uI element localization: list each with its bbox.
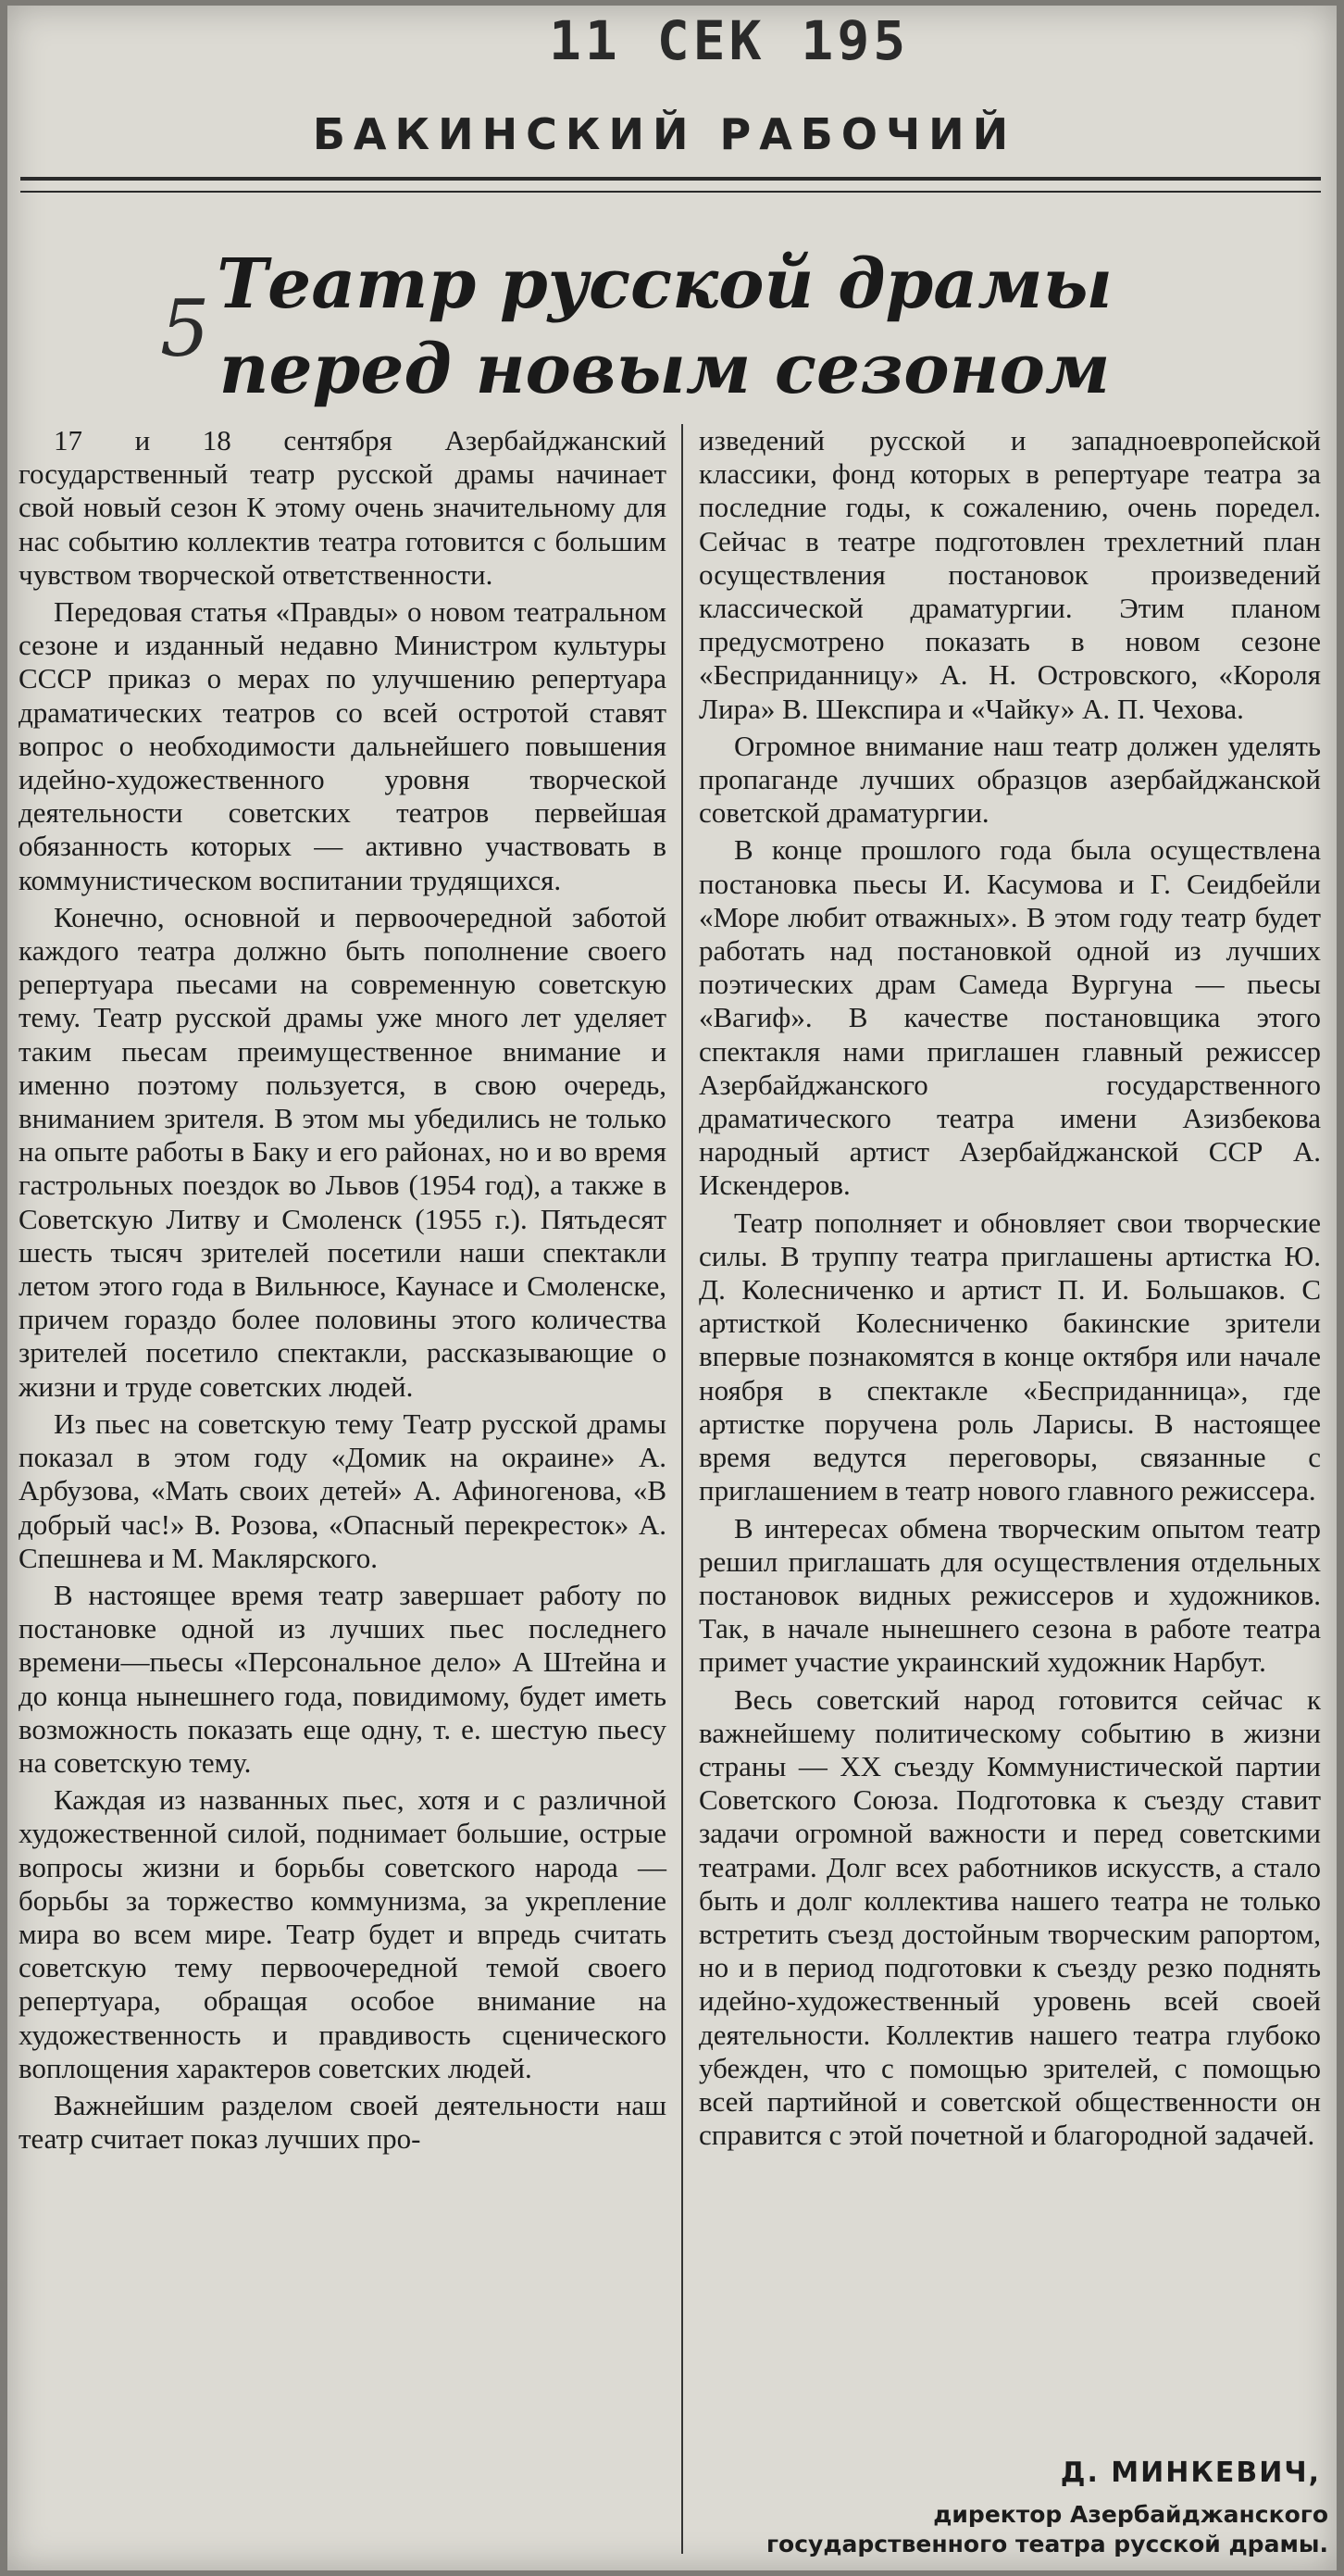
column-divider: [681, 424, 683, 2554]
article-left-column: [19, 424, 666, 2159]
paragraph: Огромное внимание наш театр должен уделять пропаганде лучших образцов азербайджанской советской драматургии.: [699, 729, 1321, 830]
article-title-line-2: перед новым сезоном: [218, 330, 1111, 409]
newspaper-masthead: БАКИНСКИЙ РАБОЧИЙ: [312, 109, 1017, 159]
article-right-column: [699, 424, 1321, 2156]
masthead-rule-thin: [20, 191, 1321, 193]
author-title-line-1: директор Азербайджанского: [933, 2501, 1328, 2528]
paragraph: 17 и 18 сентября Азербайджанский государственный театр русской драмы начинает свой новый сезон К этому очень значительному для нас событию коллектив театра готовится с большим чувством творческой ответственности.: [19, 424, 666, 591]
paragraph: Из пьес на советскую тему Театр русской драмы показал в этом году «Домик на окраине» А. Арбузова, «Мать своих детей» А. Афиногенова, «В добрый час!» В. Розова, «Опасный перекресток» А. Спешнева и М. Маклярского.: [19, 1407, 666, 1574]
paragraph: Весь советский народ готовится сейчас к важнейшему политическому событию в жизни страны — XX съезду Коммунистической партии Советского Союза. Подготовка к съезду ставит задачи огромной важности и перед советскими театрами. Долг всех работников искусств, а стало быть и долг коллектива нашего театра не только встретить съезд достойным творческим рапортом, но и в период подготовки к съезду резко поднять идейно-художественный уровень всей своей деятельности. Коллектив нашего театра глубоко убежден, что с помощью зрителей, с помощью всей партийной и советской общественности он справится с этой почетной и благородной задачей.: [699, 1682, 1321, 2152]
paragraph: Передовая статья «Правды» о новом театральном сезоне и изданный недавно Министром культуры СССР приказ о мерах по улучшению репертуара драматических театров со всей остротой ставят вопрос о необходимости дальнейшего повышения идейно-художественного уровня творческой деятельности советских театров первейшая обязанность которых — активно участвовать в коммунистическом воспитании трудящихся.: [19, 595, 666, 896]
paragraph: изведений русской и западноевропейской классики, фонд которых в репертуаре театра за последние годы, к сожалению, очень поредел. Сейчас в театре подготовлен трехлетний план осуществления постановок произведений классической драматургии. Этим планом предусмотрено показать в новом сезоне «Бесприданницу» А. Н. Островского, «Короля Лира» В. Шекспира и «Чайку» А. П. Чехова.: [699, 424, 1321, 725]
paragraph: Важнейшим разделом своей деятельности наш театр считает показ лучших про-: [19, 2088, 666, 2156]
paragraph: В конце прошлого года была осуществлена постановка пьесы И. Касумова и Г. Сеидбейли «Море любит отважных». В этом году театр будет работать над постановкой одной из лучших поэтических драм Самеда Вургуна — пьесы «Вагиф». В качестве постановщика этого спектакля нами приглашен главный режиссер Азербайджанского государственного драматического театра имени Азизбекова народный артист Азербайджанской ССР А. Искендеров.: [699, 833, 1321, 1202]
paragraph: В интересах обмена творческим опытом театр решил приглашать для осуществления отдельных постановок видных режиссеров и художников. Так, в начале нынешнего сезона в работе театра примет участие украинский художник Нарбут.: [699, 1511, 1321, 1679]
paragraph: В настоящее время театр завершает работу по постановке одной из лучших пьес последнего времени—пьесы «Персональное дело» А Штейна и до конца нынешнего года, повидимому, будет иметь возможность показать еще одну, т. е. шестую пьесу на советскую тему.: [19, 1578, 666, 1779]
article-title: [146, 242, 1183, 412]
author-signature: [699, 2457, 1321, 2489]
article-title-line-1: Театр русской драмы: [217, 244, 1113, 324]
paragraph: Каждая из названных пьес, хотя и с различной художественной силой, поднимает большие, острые вопросы жизни и борьбы советского народа — борьбы за торжество коммунизма, за укрепление мира во всем мире. Театр будет и впредь считать советскую тему первоочередной темой своего репертуара, обращая особое внимание на художественность и правдивость сценического воплощения характеров советских людей.: [19, 1783, 666, 2084]
handwritten-page-mark: 5: [160, 283, 210, 374]
date-stamp: 11 СЕК 195: [549, 9, 910, 72]
paragraph: Конечно, основной и первоочередной заботой каждого театра должно быть пополнение своего репертуара пьесами на современную советскую тему. Театр русской драмы уже много лет уделяет таким пьесам преимущественное внимание и именно поэтому пользуется, в свою очередь, вниманием зрителя. В этом мы убедились не только на опыте работы в Баку и его районах, но и во время гастрольных поездок во Львов (1954 год), а также в Советскую Литву и Смоленск (1955 г.). Пятьдесят шесть тысяч зрителей посетили наши спектакли летом этого года в Вильнюсе, Каунасе и Смоленске, причем гораздо более половины этого количества зрителей посетило спектакли, рассказывающие о жизни и труде советских людей.: [19, 900, 666, 1403]
author-name: Д. МИНКЕВИЧ,: [1060, 2457, 1321, 2489]
masthead-rule: [20, 177, 1321, 181]
author-title-line-2: государственного театра русской драмы.: [765, 2531, 1328, 2557]
newspaper-clipping: [7, 6, 1337, 2570]
paragraph: Театр пополняет и обновляет свои творческие силы. В труппу театра приглашены артистка Ю. Д. Колесниченко и артист П. И. Большаков. С артисткой Колесниченко бакинские зрители впервые познакомятся в конце октября или начале ноября в спектакле «Бесприданница», где артистке поручена роль Ларисы. В настоящее время ведутся переговоры, связанные с приглашением в театр нового главного режиссера.: [699, 1206, 1321, 1507]
author-title: [699, 2500, 1328, 2559]
